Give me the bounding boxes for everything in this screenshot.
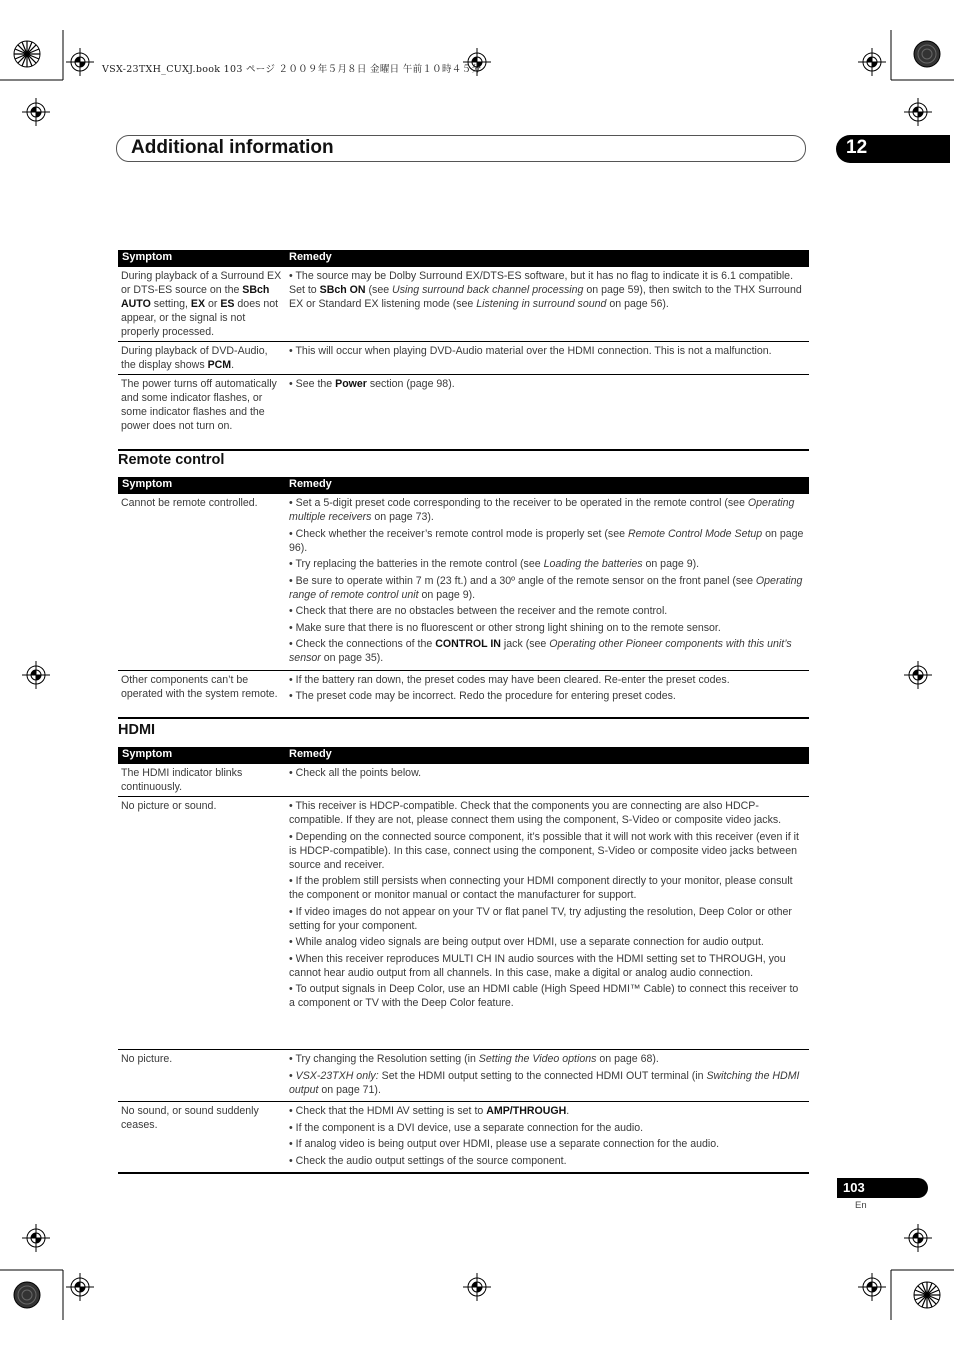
- remedy-cell: [289, 1052, 807, 1101]
- remedy-item: • When this receiver reproduces MULTI CH IN audio sources with the HDMI setting set to THROUGH, you cannot hear audio output from all channels. In this case, make a digital or analog audio connection.: [289, 952, 786, 979]
- remedy-item: • Check the connections of the CONTROL IN jack (see Operating other Pioneer components with this unit’s sensor on page 35).: [289, 638, 792, 664]
- remedy-item: • If the component is a DVI device, use a separate connection for the audio.: [289, 1121, 644, 1134]
- remedy-item: • If analog video is being output over HDMI, please use a separate connection for the audio.: [289, 1138, 720, 1150]
- remedy-item: • Check that there are no obstacles between the receiver and the remote control.: [289, 605, 668, 617]
- page-number: 103: [837, 1178, 928, 1198]
- remedy-cell: [289, 766, 807, 785]
- hdmi-table: [118, 747, 809, 1174]
- table-header: [118, 747, 809, 764]
- chapter-header-bar: [116, 135, 806, 162]
- remedy-item: • Depending on the connected source component, it’s possible that it will not work with this receiver (even if it is HDCP-compatible). In this case, connect using the component, S-Video or composite video jacks between source and receiver.: [289, 830, 799, 871]
- remedy-item: • This receiver is HDCP-compatible. Check that the components you are connecting are also HDCP-compatible. If they are not, please connect them using the component, S-Video or composite video jacks.: [289, 800, 782, 826]
- table-row: [118, 764, 809, 797]
- table-row: [118, 342, 809, 375]
- symptom-column-header: Symptom: [122, 251, 173, 263]
- section-title-remote-control: Remote control: [118, 452, 225, 468]
- symptom-cell: During playback of DVD-Audio, the display shows PCM.: [121, 345, 268, 371]
- remedy-cell: [289, 269, 807, 316]
- remedy-item: • While analog video signals are being output over HDMI, use a separate connection for audio output.: [289, 936, 764, 948]
- remedy-cell: [289, 799, 807, 1015]
- remedy-item: • Check whether the receiver’s remote control mode is properly set (see Remote Control Mode Setup on page 96).: [289, 527, 804, 554]
- table-row: [118, 375, 809, 451]
- remedy-item: • The preset code may be incorrect. Redo the procedure for entering preset codes.: [289, 690, 676, 702]
- section-title-hdmi: HDMI: [118, 722, 156, 738]
- remedy-item: • If video images do not appear on your TV or flat panel TV, try adjusting the resolution, Deep Color or other setting for your component.: [289, 905, 792, 932]
- table-header: [118, 250, 809, 267]
- table-header: [118, 477, 809, 494]
- symptom-column-header: Symptom: [122, 478, 173, 490]
- remedy-item: • Be sure to operate within 7 m (23 ft.) and a 30º angle of the remote sensor on the front panel (see Operating range of remote control unit on page 9).: [289, 574, 803, 601]
- table-row: [118, 1102, 809, 1174]
- remedy-cell: [289, 1104, 807, 1172]
- chapter-title: Additional information: [131, 137, 334, 158]
- symptom-cell: No picture.: [121, 1053, 173, 1065]
- remedy-item: • Set a 5-digit preset code corresponding to the receiver to be operated in the remote control (see Operating multiple receivers on page 73).: [289, 497, 795, 523]
- remedy-item: • To output signals in Deep Color, use an HDMI cable (High Speed HDMI™ Cable) to connect this receiver to a component or TV with the Deep Color feature.: [289, 983, 799, 1009]
- remedy-item: • Try changing the Resolution setting (in Setting the Video options on page 68).: [289, 1053, 659, 1065]
- print-header: VSX-23TXH_CUXJ.book 103 ページ ２００９年５月８日 金曜日 午前１０時４５分: [102, 64, 482, 75]
- remedy-cell: [289, 344, 807, 363]
- language-code: En: [855, 1200, 867, 1211]
- symptom-cell: No picture or sound.: [121, 800, 217, 812]
- symptom-cell: Other components can’t be operated with the system remote.: [121, 673, 278, 700]
- remedy-item: • If the problem still persists when connecting your HDMI component directly to your monitor, please consult the component or monitor manual or contact the manufacturer for support.: [289, 875, 793, 901]
- remedy-item: • Try replacing the batteries in the remote control (see Loading the batteries on page 9).: [289, 558, 700, 570]
- table-row: [118, 797, 809, 1050]
- general-symptom-table: [118, 250, 809, 451]
- table-row: [118, 267, 809, 342]
- remedy-item: • Check all the points below.: [289, 767, 422, 779]
- remedy-item: • The source may be Dolby Surround EX/DTS-ES software, but it has no flag to indicate it is 6.1 compatible. Set to SBch ON (see Using surround back channel processing on page 59), then switch to the THX Surround EX or Standard EX listening mode (see Listening in surround sound on page 56).: [289, 270, 802, 310]
- remedy-cell: [289, 673, 807, 708]
- remedy-item: • This will occur when playing DVD-Audio material over the HDMI connection. This is not a malfunction.: [289, 345, 772, 357]
- remedy-item: • Check that the HDMI AV setting is set to AMP/THROUGH.: [289, 1105, 570, 1117]
- chapter-number-tab: 12: [836, 135, 950, 163]
- remedy-item: • Make sure that there is no fluorescent or other strong light shining on to the remote sensor.: [289, 621, 721, 634]
- symptom-cell: During playback of a Surround EX or DTS-ES source on the SBch AUTO setting, EX or ES does not appear, or the signal is not properly processed.: [121, 270, 282, 338]
- remedy-cell: [289, 496, 807, 670]
- symptom-cell: No sound, or sound suddenly ceases.: [121, 1105, 259, 1131]
- remedy-item: • If the battery ran down, the preset codes may have been cleared. Re-enter the preset codes.: [289, 673, 730, 686]
- remedy-cell: [289, 377, 807, 396]
- symptom-cell: The power turns off automatically and some indicator flashes, or some indicator flashes and the power does not turn on.: [121, 378, 277, 432]
- symptom-cell: Cannot be remote controlled.: [121, 497, 258, 509]
- remote-control-table: [118, 477, 809, 719]
- remedy-column-header: Remedy: [289, 478, 332, 490]
- remedy-column-header: Remedy: [289, 251, 332, 263]
- remedy-item: • See the Power section (page 98).: [289, 378, 455, 390]
- remedy-item: • Check the audio output settings of the source component.: [289, 1154, 567, 1167]
- table-row: [118, 671, 809, 719]
- remedy-column-header: Remedy: [289, 748, 332, 760]
- symptom-column-header: Symptom: [122, 748, 173, 760]
- remedy-item: • VSX-23TXH only: Set the HDMI output setting to the connected HDMI OUT terminal (in Switching the HDMI output on page 71).: [289, 1069, 800, 1096]
- symptom-cell: The HDMI indicator blinks continuously.: [121, 767, 243, 793]
- table-row: [118, 494, 809, 671]
- table-row: [118, 1050, 809, 1102]
